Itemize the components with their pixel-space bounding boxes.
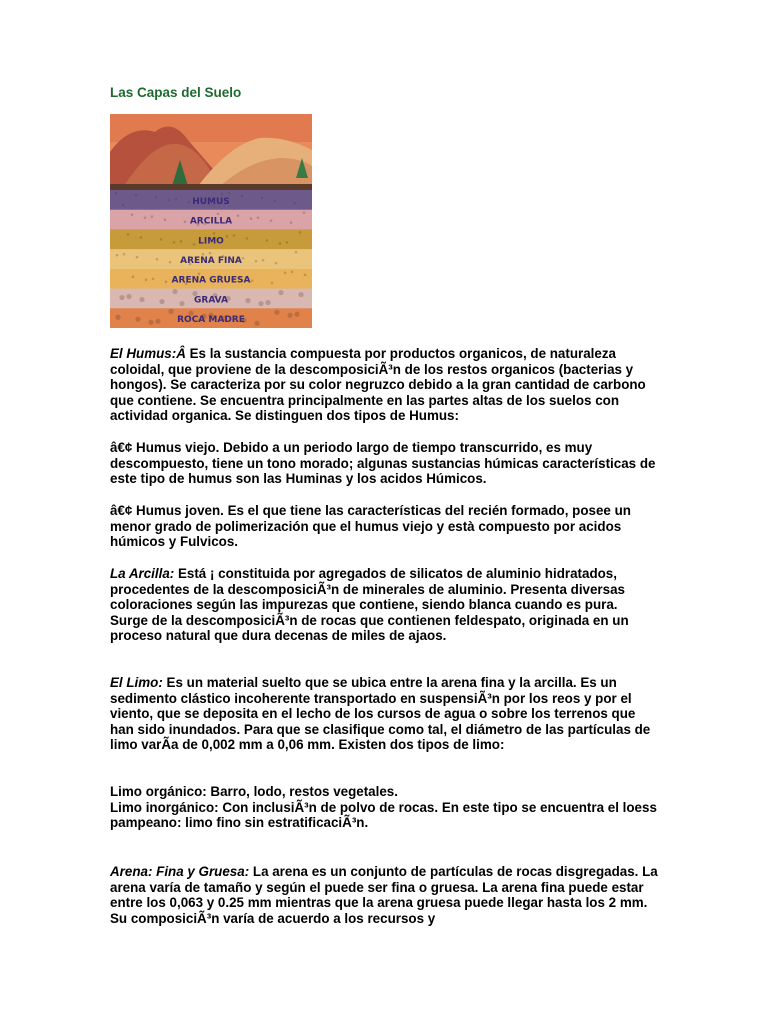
soil-texture-dot bbox=[217, 212, 220, 215]
soil-texture-dot bbox=[286, 241, 289, 244]
soil-texture-dot bbox=[168, 309, 173, 314]
soil-texture-dot bbox=[241, 195, 244, 198]
soil-layer-label: ARCILLA bbox=[189, 216, 233, 227]
arena-text: La arena es un conjunto de partículas de rocas disgregadas. La arena varía de tamaño y según el puede ser fina o gruesa. La arena fina puede estar entre los 0,063 y 0.25 mm mientras que la arena gruesa puede llegar hasta los 2 mm. Su composiciÃ³n varía de acuerdo a los recursos y bbox=[110, 864, 658, 926]
limo-types-paragraph bbox=[110, 784, 658, 831]
soil-texture-dot bbox=[303, 211, 306, 214]
limo-inorganico-text: Limo inorgánico: Con inclusiÃ³n de polvo de rocas. En este tipo se encuentra el loess pampeano: limo fino sin estratificaciÃ³n. bbox=[110, 799, 657, 831]
soil-layer-label: ARENA FINA bbox=[180, 256, 242, 266]
limo-text: Es un material suelto que se ubica entre la arena fina y la arcilla. Es un sedimento clástico incoherente transportado en suspensiÃ³n por los reos y por el viento, que se deposita en el lecho de los cursos de agua o sobre los terrenos que han sido inundados. Para que se clasifique como tal, el diámetro de las partículas de limo varÃa de 0,002 mm a 0,06 mm. Existen dos tipos de limo: bbox=[110, 675, 651, 753]
humus-lead: El Humus:Â bbox=[110, 346, 190, 361]
soil-texture-dot bbox=[139, 297, 144, 302]
soil-texture-dot bbox=[298, 292, 303, 297]
soil-texture-dot bbox=[122, 204, 125, 207]
surface bbox=[110, 184, 312, 190]
soil-texture-dot bbox=[266, 239, 269, 242]
limo-organico-text: Limo orgánico: Barro, lodo, restos vegetales. bbox=[110, 784, 398, 799]
arena-lead: Arena: Fina y Gruesa: bbox=[110, 864, 250, 879]
soil-texture-dot bbox=[179, 301, 184, 306]
soil-texture-dot bbox=[279, 242, 282, 245]
limo-lead: El Limo: bbox=[110, 675, 163, 690]
soil-texture-dot bbox=[127, 233, 130, 236]
soil-texture-dot bbox=[123, 253, 126, 256]
soil-texture-dot bbox=[299, 231, 302, 234]
soil-texture-dot bbox=[140, 236, 143, 239]
soil-texture-dot bbox=[155, 196, 158, 199]
soil-texture-dot bbox=[290, 221, 293, 224]
soil-texture-dot bbox=[175, 198, 178, 201]
layers-group bbox=[110, 190, 312, 328]
soil-layer-label: HUMUS bbox=[192, 196, 230, 207]
soil-texture-dot bbox=[255, 260, 258, 263]
soil-texture-dot bbox=[265, 300, 270, 305]
soil-texture-dot bbox=[270, 219, 273, 222]
soil-texture-dot bbox=[115, 315, 120, 320]
soil-texture-dot bbox=[295, 251, 298, 254]
soil-texture-dot bbox=[132, 276, 135, 279]
limo-paragraph bbox=[110, 675, 658, 753]
soil-layer-label: GRAVA bbox=[194, 295, 228, 306]
soil-texture-dot bbox=[184, 220, 187, 223]
soil-texture-dot bbox=[180, 240, 183, 243]
soil-texture-dot bbox=[164, 218, 167, 221]
soil-texture-dot bbox=[262, 259, 265, 262]
soil-texture-dot bbox=[209, 252, 212, 255]
page-title: Las Capas del Suelo bbox=[110, 85, 242, 100]
soil-texture-dot bbox=[188, 201, 191, 204]
soil-texture-dot bbox=[261, 197, 264, 200]
soil-layers-illustration bbox=[110, 114, 312, 328]
soil-texture-dot bbox=[250, 217, 253, 220]
soil-texture-dot bbox=[228, 192, 231, 195]
soil-texture-dot bbox=[145, 279, 148, 282]
soil-texture-dot bbox=[258, 301, 263, 306]
soil-texture-dot bbox=[284, 272, 287, 275]
soil-texture-dot bbox=[274, 200, 277, 203]
soil-texture-dot bbox=[237, 214, 240, 217]
soil-texture-dot bbox=[169, 261, 172, 264]
soil-layer-label: ARENA GRUESA bbox=[171, 275, 251, 286]
soil-layer-label: ROCA MADRE bbox=[177, 315, 245, 326]
humus-joven-paragraph bbox=[110, 503, 658, 550]
soil-texture-dot bbox=[119, 295, 124, 300]
soil-texture-dot bbox=[144, 216, 147, 219]
soil-texture-dot bbox=[159, 299, 164, 304]
soil-texture-dot bbox=[294, 312, 299, 317]
humus-viejo-text: â€¢ Humus viejo. Debido a un periodo largo de tiempo transcurrido, es muy descompuesto, tiene un tono morado; algunas sustancias húmicas características de este tipo de humus son las Huminas y los acidos Húmicos. bbox=[110, 440, 656, 487]
soil-texture-dot bbox=[165, 281, 168, 284]
soil-texture-dot bbox=[173, 241, 176, 244]
soil-layers-svg bbox=[110, 114, 312, 328]
soil-texture-dot bbox=[257, 216, 260, 219]
humus-viejo-paragraph bbox=[110, 440, 658, 487]
soil-texture-dot bbox=[251, 280, 254, 283]
soil-texture-dot bbox=[242, 257, 245, 260]
soil-texture-dot bbox=[304, 274, 307, 277]
soil-texture-dot bbox=[233, 234, 236, 237]
soil-texture-dot bbox=[151, 215, 154, 218]
soil-texture-dot bbox=[155, 319, 160, 324]
soil-texture-dot bbox=[193, 243, 196, 246]
humus-paragraph bbox=[110, 346, 658, 424]
soil-texture-dot bbox=[168, 199, 171, 202]
arena-paragraph bbox=[110, 864, 658, 926]
soil-texture-dot bbox=[246, 237, 249, 240]
soil-texture-dot bbox=[160, 238, 163, 241]
humus-text: Es la sustancia compuesta por productos organicos, de naturaleza coloidal, que proviene de la descomposiciÃ³n de los restos organicos (bacterias y hongos). Se caracteriza por su color negruzco debido a la gran cantidad de carbono que contiene. Se encuentra principalmente en las partes altas de los suelos con actividad organica. Se distinguen dos tipos de Humus: bbox=[110, 346, 646, 424]
soil-texture-dot bbox=[275, 262, 278, 265]
soil-texture-dot bbox=[148, 320, 153, 325]
soil-texture-dot bbox=[278, 290, 283, 295]
soil-texture-dot bbox=[221, 193, 224, 196]
soil-texture-dot bbox=[226, 235, 229, 238]
soil-texture-dot bbox=[152, 278, 155, 281]
humus-joven-text: â€¢ Humus joven. Es el que tiene las características del recién formado, posee un menor grado de polimerización que el humus viejo y està compuesto por acidos húmicos y Fulvicos. bbox=[110, 503, 631, 550]
soil-texture-dot bbox=[172, 289, 177, 294]
soil-texture-dot bbox=[135, 194, 138, 197]
soil-texture-dot bbox=[116, 254, 119, 257]
soil-texture-dot bbox=[135, 317, 140, 322]
soil-texture-dot bbox=[115, 192, 118, 195]
soil-layer-label: LIMO bbox=[198, 236, 224, 247]
soil-texture-dot bbox=[271, 282, 274, 285]
soil-texture-dot bbox=[126, 294, 131, 299]
soil-texture-dot bbox=[274, 310, 279, 315]
soil-texture-dot bbox=[136, 256, 139, 259]
soil-texture-dot bbox=[294, 202, 297, 205]
soil-texture-dot bbox=[156, 258, 159, 261]
arcilla-lead: La Arcilla: bbox=[110, 566, 175, 581]
soil-texture-dot bbox=[287, 313, 292, 318]
soil-texture-dot bbox=[254, 321, 259, 326]
soil-texture-dot bbox=[213, 232, 216, 235]
soil-texture-dot bbox=[291, 271, 294, 274]
arcilla-paragraph bbox=[110, 566, 658, 644]
arcilla-text: Está ¡ constituida por agregados de silicatos de aluminio hidratados, procedentes de la descomposiciÃ³n de minerales de aluminio. Presenta diversas coloraciones según las impurezas que contiene, siendo blanca cuando es pura. Surge de la descomposiciÃ³n de rocas que contienen feldespato, originada en un proceso natural que dura decenas de miles de ajaos. bbox=[110, 566, 629, 644]
soil-texture-dot bbox=[245, 298, 250, 303]
soil-texture-dot bbox=[131, 213, 134, 216]
